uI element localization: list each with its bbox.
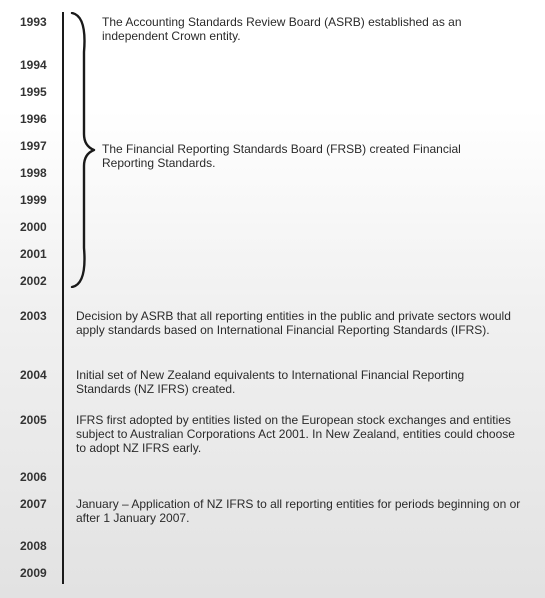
- year-2008: 2008: [20, 539, 47, 553]
- event-1997: The Financial Reporting Standards Board (FRSB) created Financial Reporting Standards.: [102, 142, 461, 170]
- year-1995: 1995: [20, 85, 47, 99]
- year-1994: 1994: [20, 58, 47, 72]
- year-2009: 2009: [20, 566, 47, 580]
- year-1997: 1997: [20, 139, 47, 153]
- event-2007: January – Application of NZ IFRS to all reporting entities for periods beginning on or after 1 January 2007.: [76, 497, 521, 525]
- bracket-1993-2002: [70, 12, 96, 288]
- event-2004: Initial set of New Zealand equivalents to International Financial Reporting Standards (NZ IFRS) created.: [76, 368, 465, 396]
- year-1998: 1998: [20, 166, 47, 180]
- year-2007: 2007: [20, 497, 47, 511]
- event-2005: IFRS first adopted by entities listed on the European stock exchanges and entities subject to Australian Corporations Act 2001. In New Zealand, entities could choose to adopt NZ IFRS early.: [76, 413, 515, 455]
- year-2001: 2001: [20, 247, 47, 261]
- year-1999: 1999: [20, 193, 47, 207]
- event-2003: Decision by ASRB that all reporting entities in the public and private sectors would apply standards based on International Financial Reporting Standards (IFRS).: [76, 309, 511, 337]
- year-2000: 2000: [20, 220, 47, 234]
- year-2003: 2003: [20, 309, 47, 323]
- event-1993: The Accounting Standards Review Board (ASRB) established as an independent Crown entity.: [102, 15, 462, 43]
- year-2002: 2002: [20, 274, 47, 288]
- year-2004: 2004: [20, 368, 47, 382]
- year-1996: 1996: [20, 112, 47, 126]
- year-1993: 1993: [20, 15, 47, 29]
- timeline-axis: [62, 12, 64, 584]
- year-2005: 2005: [20, 413, 47, 427]
- year-2006: 2006: [20, 470, 47, 484]
